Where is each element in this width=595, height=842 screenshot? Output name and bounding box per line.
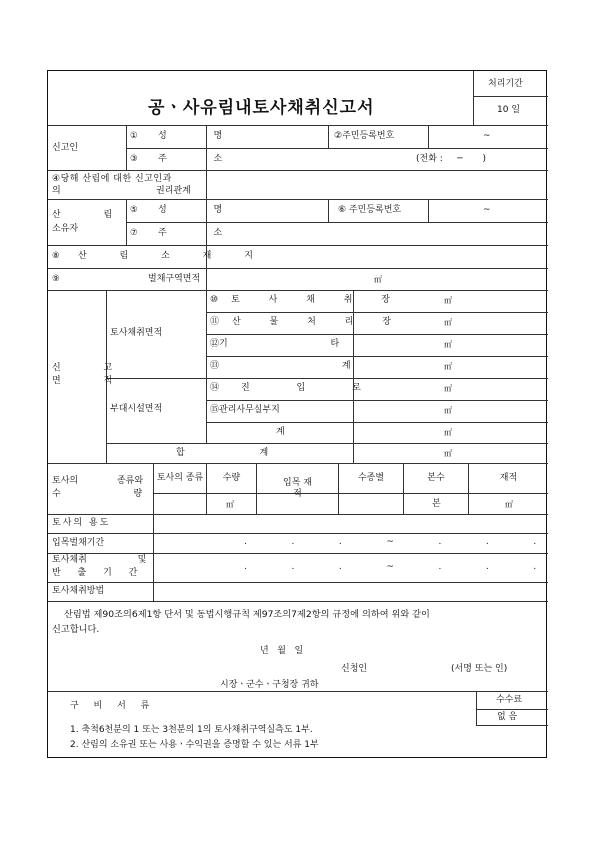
area-group-a: 신 고 bbox=[52, 363, 133, 373]
rule bbox=[48, 582, 548, 583]
rule bbox=[48, 245, 548, 246]
statement-line2: 신고합니다. bbox=[52, 624, 100, 635]
id-label: ②주민등록번호 bbox=[334, 131, 395, 141]
docs-item: 1. 축척6천분의 1 또는 3천분의 1의 토사채취구역실측도 1부. bbox=[70, 725, 313, 735]
rule bbox=[428, 199, 429, 222]
owner-address-number: ⑦ bbox=[130, 228, 138, 238]
form-title: 공ㆍ사유림내토사채취신고서 bbox=[148, 98, 375, 118]
use-label: 토사의 용도 bbox=[52, 518, 111, 528]
rule bbox=[206, 312, 548, 313]
transport-label-a: 토사채취 및 bbox=[52, 555, 147, 565]
statement-applicant: 신청인 bbox=[341, 664, 368, 674]
report-form bbox=[47, 70, 547, 758]
facility-area-group: 부대시설면적 bbox=[110, 404, 163, 414]
statement-sign: (서명 또는 인) bbox=[451, 664, 508, 674]
owner-id-label: ⑥ 주민등록번호 bbox=[338, 205, 402, 215]
rule bbox=[328, 199, 329, 222]
rule bbox=[48, 553, 548, 554]
fee-label: 수수료 bbox=[496, 695, 523, 705]
rule bbox=[328, 125, 329, 148]
period-value: . . . ~ . . . bbox=[244, 537, 537, 547]
statement-addressee: 시장ㆍ군수ㆍ구청장 귀하 bbox=[220, 680, 319, 690]
kind-label-b: 수 량 bbox=[52, 489, 143, 499]
relation-line1: ④당해 산림에 대한 신고인과 bbox=[52, 174, 172, 184]
col-qty: 수량 bbox=[222, 472, 241, 483]
rule bbox=[48, 691, 548, 692]
col-volume: 재적 bbox=[499, 472, 518, 483]
facility-item-label: 계 bbox=[276, 427, 285, 437]
count-unit: 본 bbox=[432, 499, 441, 509]
facility-item-unit: ㎡ bbox=[444, 384, 452, 393]
soil-item-label: ⑫기 타 bbox=[210, 339, 340, 349]
rule bbox=[476, 709, 548, 710]
facility-item-label: ⑮관리사무실부지 bbox=[210, 405, 280, 415]
owner-id-value: ~ bbox=[483, 205, 491, 215]
processing-value: 10 일 bbox=[497, 105, 521, 115]
felling-unit: ㎡ bbox=[374, 275, 382, 284]
rule bbox=[126, 148, 548, 149]
relation-line2a: 의 bbox=[52, 186, 61, 196]
qty-unit: ㎡ bbox=[226, 500, 234, 509]
method-label: 토사채취방법 bbox=[52, 586, 105, 596]
col-count: 본수 bbox=[427, 472, 445, 483]
soil-item-unit: ㎡ bbox=[444, 340, 452, 349]
col-stand: 입목 재적 bbox=[283, 477, 312, 499]
rule bbox=[206, 356, 548, 357]
location-label: 산 림 소 재 지 bbox=[78, 251, 268, 261]
rule bbox=[106, 378, 548, 379]
docs-item: 2. 산림의 소유권 또는 사용ㆍ수익권을 증명할 수 있는 서류 1부 bbox=[70, 740, 319, 750]
kind-label-a: 토사의 종류와 bbox=[52, 476, 144, 486]
processing-rule bbox=[473, 96, 548, 97]
rule bbox=[153, 514, 154, 601]
transport-label-b: 반 출 기 간 bbox=[52, 568, 145, 578]
id-value: ~ bbox=[483, 131, 491, 141]
owner-group-a: 산 림 bbox=[52, 210, 133, 220]
owner-name-number: ⑤ bbox=[130, 205, 138, 215]
name-number: ① bbox=[130, 131, 138, 141]
rule bbox=[206, 290, 207, 443]
col-kind: 토사의 종류 bbox=[156, 472, 204, 483]
soil-item-label: ⑩토 사 채 취 장 bbox=[210, 295, 403, 305]
rule bbox=[48, 199, 548, 200]
felling-number: ⑨ bbox=[52, 274, 60, 284]
rule bbox=[353, 290, 354, 463]
rule bbox=[48, 125, 548, 126]
area-group-b: 면 적 bbox=[52, 376, 133, 386]
transport-value: . . . ~ . . . bbox=[244, 562, 537, 572]
address-label: 주 소 bbox=[158, 154, 245, 164]
owner-address-label: 주 소 bbox=[158, 228, 245, 238]
rule bbox=[126, 199, 127, 245]
total-unit: ㎡ bbox=[444, 449, 452, 458]
soil-item-label: ⑪산 물 처 리 장 bbox=[210, 317, 404, 327]
owner-name-label: 성 명 bbox=[158, 205, 245, 215]
soil-item-unit: ㎡ bbox=[444, 318, 452, 327]
processing-divider bbox=[473, 71, 474, 125]
rule bbox=[206, 170, 207, 199]
felling-label: 벌채구역면적 bbox=[148, 274, 201, 284]
rule bbox=[206, 400, 548, 401]
rule bbox=[106, 443, 548, 444]
location-number: ⑧ bbox=[52, 251, 60, 261]
rule bbox=[48, 533, 548, 534]
phone-field: (전화 : ─ ) bbox=[416, 154, 487, 164]
rule bbox=[153, 493, 548, 494]
facility-item-unit: ㎡ bbox=[444, 428, 452, 437]
total-label: 합 계 bbox=[176, 448, 269, 458]
period-label: 입목벌채기간 bbox=[52, 538, 105, 548]
rule bbox=[428, 125, 429, 148]
soil-area-group: 토사채취면적 bbox=[110, 328, 163, 338]
address-number: ③ bbox=[130, 154, 138, 164]
statement-date: 년 월 일 bbox=[260, 646, 304, 656]
soil-item-unit: ㎡ bbox=[444, 362, 452, 371]
name-label: 성 명 bbox=[158, 131, 245, 141]
facility-item-unit: ㎡ bbox=[444, 406, 452, 415]
rule bbox=[48, 601, 548, 602]
statement-line1: 산림법 제90조의6제1항 단서 및 동법시행규칙 제97조의7제2항의 규정에 의하여 위와 같이 bbox=[64, 609, 430, 620]
applicant-group: 신고인 bbox=[52, 143, 79, 153]
soil-item-label: ⑬ 계 bbox=[210, 361, 351, 371]
rule bbox=[48, 170, 548, 171]
docs-label: 구 비 서 류 bbox=[70, 701, 156, 711]
rule bbox=[126, 222, 548, 223]
rule bbox=[48, 290, 548, 291]
rule bbox=[126, 125, 127, 170]
facility-item-label: ⑭진 입 로 bbox=[210, 383, 383, 393]
rule bbox=[476, 691, 477, 725]
fee-value: 없 음 bbox=[497, 712, 518, 722]
rule bbox=[48, 514, 548, 515]
col-species: 수종별 bbox=[357, 472, 385, 483]
relation-line2b: 권리관계 bbox=[156, 186, 191, 196]
soil-item-unit: ㎡ bbox=[444, 296, 452, 305]
rule bbox=[48, 268, 548, 269]
owner-group-b: 소유자 bbox=[52, 224, 79, 234]
rule bbox=[476, 725, 548, 726]
processing-label: 처리기간 bbox=[488, 79, 523, 89]
volume-unit: ㎡ bbox=[505, 500, 513, 509]
rule bbox=[206, 334, 548, 335]
rule bbox=[206, 422, 548, 423]
